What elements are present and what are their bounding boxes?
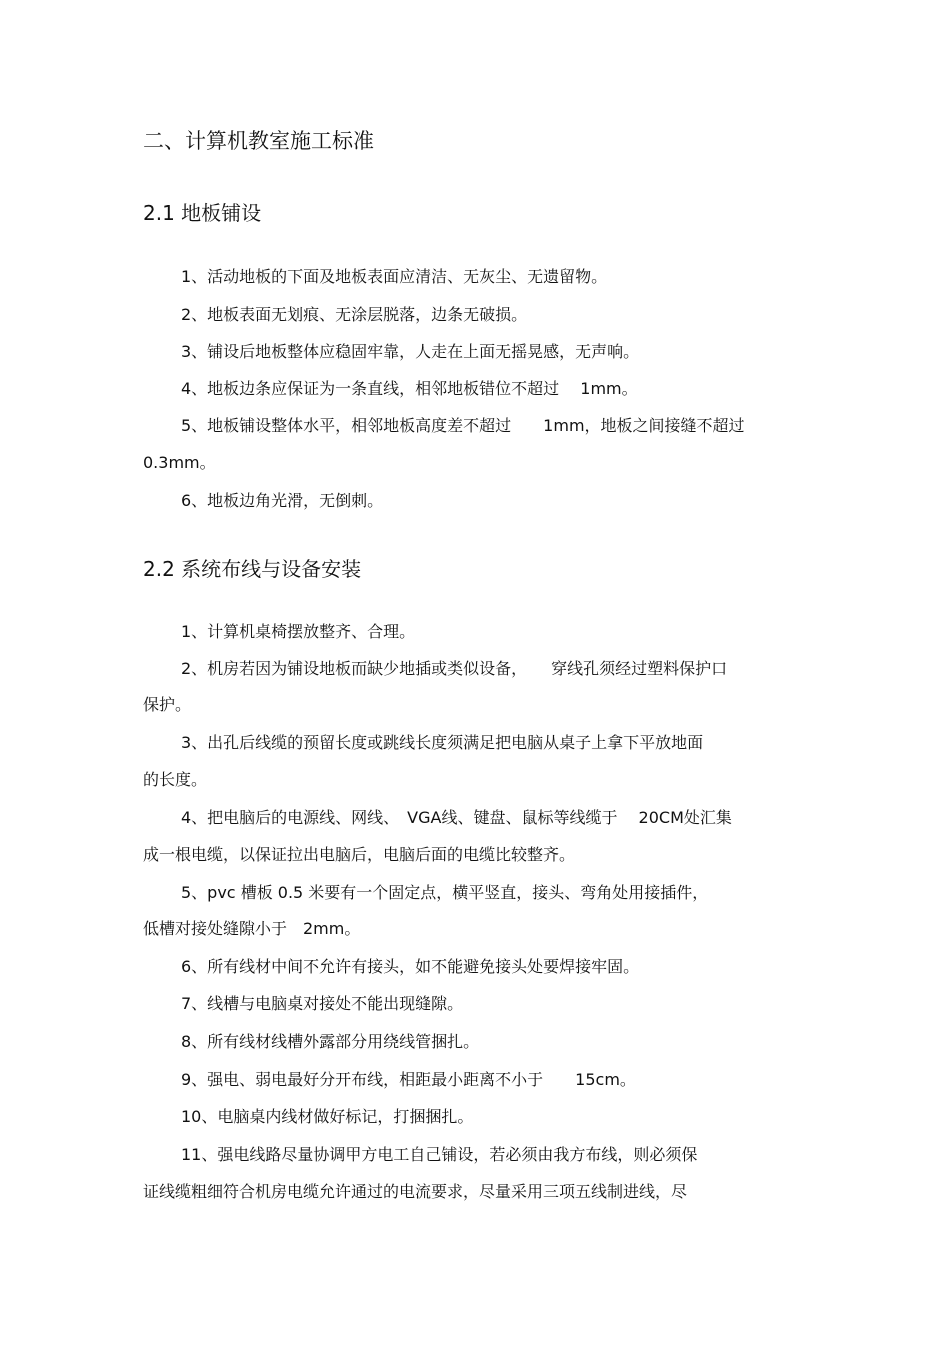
paragraph-2-2-10: 10、电脑桌内线材做好标记，打捆捆扎。 <box>181 1107 474 1126</box>
paragraph-2-2-2: 2、机房若因为铺设地板而缺少地插或类似设备， 穿线孔须经过塑料保护口 <box>181 659 728 678</box>
paragraph-2-2-2-continued: 保护。 <box>143 695 192 714</box>
paragraph-2-2-11-continued: 证线缆粗细符合机房电缆允许通过的电流要求，尽量采用三项五线制进线，尽 <box>143 1182 688 1201</box>
section-heading-2-1: 2.1 地板铺设 <box>143 201 262 225</box>
paragraph-2-2-3-continued: 的长度。 <box>143 770 208 789</box>
paragraph-2-1-4: 4、地板边条应保证为一条直线，相邻地板错位不超过 1mm。 <box>181 379 638 398</box>
paragraph-2-1-2: 2、地板表面无划痕、无涂层脱落，边条无破损。 <box>181 305 528 324</box>
paragraph-2-2-6: 6、所有线材中间不允许有接头，如不能避免接头处要焊接牢固。 <box>181 957 640 976</box>
section-heading-2-2: 2.2 系统布线与设备安装 <box>143 557 362 581</box>
paragraph-2-2-9: 9、强电、弱电最好分开布线，相距最小距离不小于 15cm。 <box>181 1070 636 1089</box>
page-title: 二、计算机教室施工标准 <box>143 129 374 153</box>
paragraph-2-1-3: 3、铺设后地板整体应稳固牢靠，人走在上面无摇晃感，无声响。 <box>181 342 640 361</box>
paragraph-2-1-6: 6、地板边角光滑，无倒刺。 <box>181 491 384 510</box>
paragraph-2-2-8: 8、所有线材线槽外露部分用绕线管捆扎。 <box>181 1032 480 1051</box>
paragraph-2-2-11: 11、强电线路尽量协调甲方电工自己铺设，若必须由我方布线，则必须保 <box>181 1145 698 1164</box>
paragraph-2-1-5-continued: 0.3mm。 <box>143 453 216 472</box>
paragraph-2-2-3: 3、出孔后线缆的预留长度或跳线长度须满足把电脑从桌子上拿下平放地面 <box>181 733 704 752</box>
paragraph-2-2-4: 4、把电脑后的电源线、网线、 VGA线、键盘、鼠标等线缆于 20CM处汇集 <box>181 808 732 827</box>
paragraph-2-2-4-continued: 成一根电缆，以保证拉出电脑后，电脑后面的电缆比较整齐。 <box>143 845 576 864</box>
paragraph-2-2-1: 1、计算机桌椅摆放整齐、合理。 <box>181 622 416 641</box>
paragraph-2-1-5: 5、地板铺设整体水平，相邻地板高度差不超过 1mm，地板之间接缝不超过 <box>181 416 745 435</box>
paragraph-2-2-5-continued: 低槽对接处缝隙小于 2mm。 <box>143 919 361 938</box>
paragraph-2-1-1: 1、活动地板的下面及地板表面应清洁、无灰尘、无遗留物。 <box>181 267 608 286</box>
paragraph-2-2-7: 7、线槽与电脑桌对接处不能出现缝隙。 <box>181 994 464 1013</box>
paragraph-2-2-5: 5、pvc 槽板 0.5 米要有一个固定点，横平竖直，接头、弯角处用接插件， <box>181 883 709 902</box>
